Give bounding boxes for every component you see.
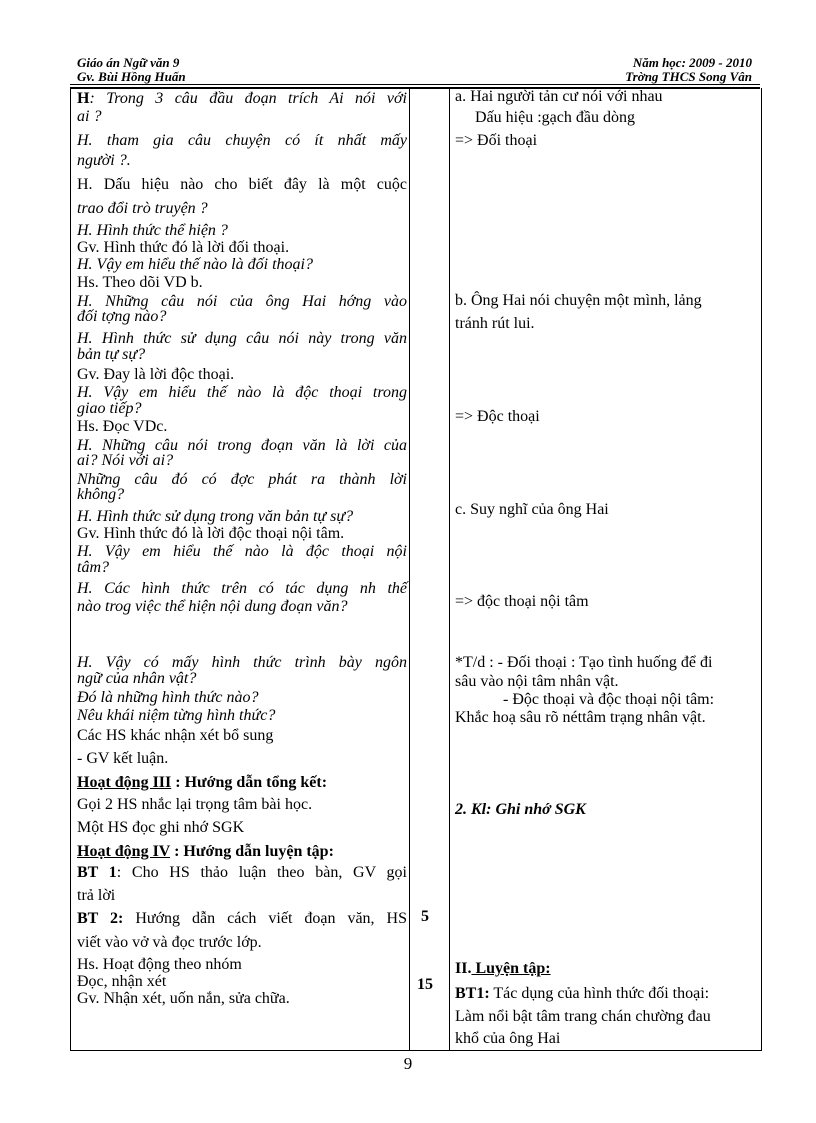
practice-heading: II. Luyện tập: [455, 960, 551, 977]
column-divider [409, 88, 410, 1050]
text-line: viết vào vở và đọc trước lớp. [77, 934, 262, 951]
text-line: Đọc, nhận xét [77, 973, 167, 990]
time-value: 15 [417, 976, 433, 993]
text-line: H. Vậy em hiểu thế nào là độc thoại trong [77, 384, 407, 401]
text-line: Hs. Hoạt động theo nhóm [77, 956, 242, 973]
text-line: => Độc thoại [455, 408, 540, 425]
activity-3-heading: Hoạt động III : Hướng dẫn tổng kết: [77, 774, 328, 791]
header-teacher: Gv. Bùi Hồng Huấn [77, 69, 186, 84]
text-line: nào trog việc thể hiện nội dung đoạn văn? [77, 598, 348, 615]
text-line: Gv. Hình thức đó là lời độc thoại nội tâm. [77, 525, 345, 542]
header-right [625, 56, 752, 84]
text-line: Nêu khái niệm từng hình thức? [77, 707, 276, 724]
text-line: H. Hình thức sử dụng câu nói này trong văn [77, 330, 407, 347]
text-line: trả lời [77, 887, 116, 904]
text-line: *T/d : - Đối thoại : Tạo tình huống để đi [455, 654, 713, 671]
text-line: Gọi 2 HS nhắc lại trọng tâm bài học. [77, 796, 313, 813]
text-line: ai? Nói với ai? [77, 452, 174, 469]
text-line: H. tham gia câu chuyện có ít nhất mấy [77, 132, 407, 149]
text-line: => độc thoại nội tâm [455, 593, 589, 610]
text-line: Các HS khác nhận xét bổ sung [77, 727, 274, 744]
text-line: Dấu hiệu :gạch đầu dòng [475, 109, 635, 126]
text-line: H. Những câu nói của ông Hai hớng vào [77, 293, 407, 310]
header-subject: Giáo án Ngữ văn 9 [77, 55, 180, 70]
time-value: 5 [421, 908, 429, 925]
text-line: H. Dấu hiệu nào cho biết đây là một cuộc [77, 176, 407, 193]
page-number: 9 [403, 1054, 413, 1073]
activity-4-heading: Hoạt động IV : Hướng dẫn luyện tập: [77, 843, 334, 860]
text-line: H. Những câu nói trong đoạn văn là lời của [77, 437, 407, 454]
summary-heading: 2. Kl: Ghi nhớ SGK [455, 801, 586, 818]
header-school: Trờng THCS Song Vân [625, 69, 752, 84]
text-line: Hs. Đọc VDc. [77, 418, 168, 435]
text-line: H. Vậy có mấy hình thức trình bày ngôn [77, 654, 407, 671]
header-rule [70, 84, 760, 85]
text-line: Làm nổi bật tâm trang chán chường đau [455, 1008, 711, 1025]
text-line: Khắc hoạ sâu rõ néttâm trạng nhân vật. [455, 709, 706, 726]
text-line: tâm? [77, 559, 109, 576]
text-line: => Đối thoại [455, 132, 538, 149]
practice-line: BT1: Tác dụng của hình thức đối thoại: [455, 985, 710, 1002]
text-line: trao đổi trò truyện ? [77, 200, 208, 217]
text-line: bản tự sự? [77, 346, 146, 363]
text-line: ai ? [77, 108, 102, 125]
text-line: H. Hình thức sử dụng trong văn bản tự sự? [77, 508, 354, 525]
header-school-year: Năm học: 2009 - 2010 [632, 55, 752, 70]
text-line: H. Vậy em hiểu thế nào là độc thoại nội [77, 543, 407, 560]
lesson-table [70, 88, 762, 1051]
text-line: c. Suy nghĩ của ông Hai [455, 501, 609, 518]
text-line: H: Trong 3 câu đầu đoạn trích Ai nói với [77, 90, 407, 107]
text-line: Những câu đó có đợc phát ra thành lời [77, 471, 407, 488]
text-line: khổ của ông Hai [455, 1030, 561, 1047]
column-divider [449, 88, 450, 1050]
text-line: người ?. [77, 152, 131, 169]
text-line: Một HS đọc ghi nhớ SGK [77, 819, 245, 836]
text-line: ngữ của nhân vật? [77, 670, 197, 687]
text-line: sâu vào nội tâm nhân vật. [455, 673, 619, 690]
text-line: H. Hình thức thể hiện ? [77, 222, 228, 239]
exercise-2-line: BT 2: Hướng dẫn cách viết đoạn văn, HS [77, 910, 407, 927]
text-line: Đó là những hình thức nào? [77, 689, 259, 706]
text-line: đối tợng nào? [77, 308, 167, 325]
text-line: không? [77, 486, 125, 503]
text-line: Gv. Đay là lời độc thoại. [77, 366, 235, 383]
text-line: - GV kết luận. [77, 750, 169, 767]
text-line: b. Ông Hai nói chuyện một mình, lảng [455, 292, 702, 309]
exercise-1-line: BT 1: Cho HS thảo luận theo bàn, GV gọi [77, 864, 407, 881]
text-line: a. Hai người tản cư nói với nhau [455, 88, 663, 105]
text-line: Gv. Nhận xét, uốn nắn, sửa chữa. [77, 990, 290, 1007]
text-line: giao tiếp? [77, 400, 142, 417]
text-line: tránh rút lui. [455, 315, 535, 332]
text-line: H. Các hình thức trên có tác dụng nh thế [77, 580, 407, 597]
header-left [77, 56, 186, 84]
text-line: - Độc thoại và độc thoại nội tâm: [503, 691, 715, 708]
text-line: H. Vậy em hiểu thế nào là đối thoại? [77, 256, 313, 273]
text-line: Hs. Theo dõi VD b. [77, 274, 203, 291]
text-line: Gv. Hình thức đó là lời đối thoại. [77, 239, 290, 256]
